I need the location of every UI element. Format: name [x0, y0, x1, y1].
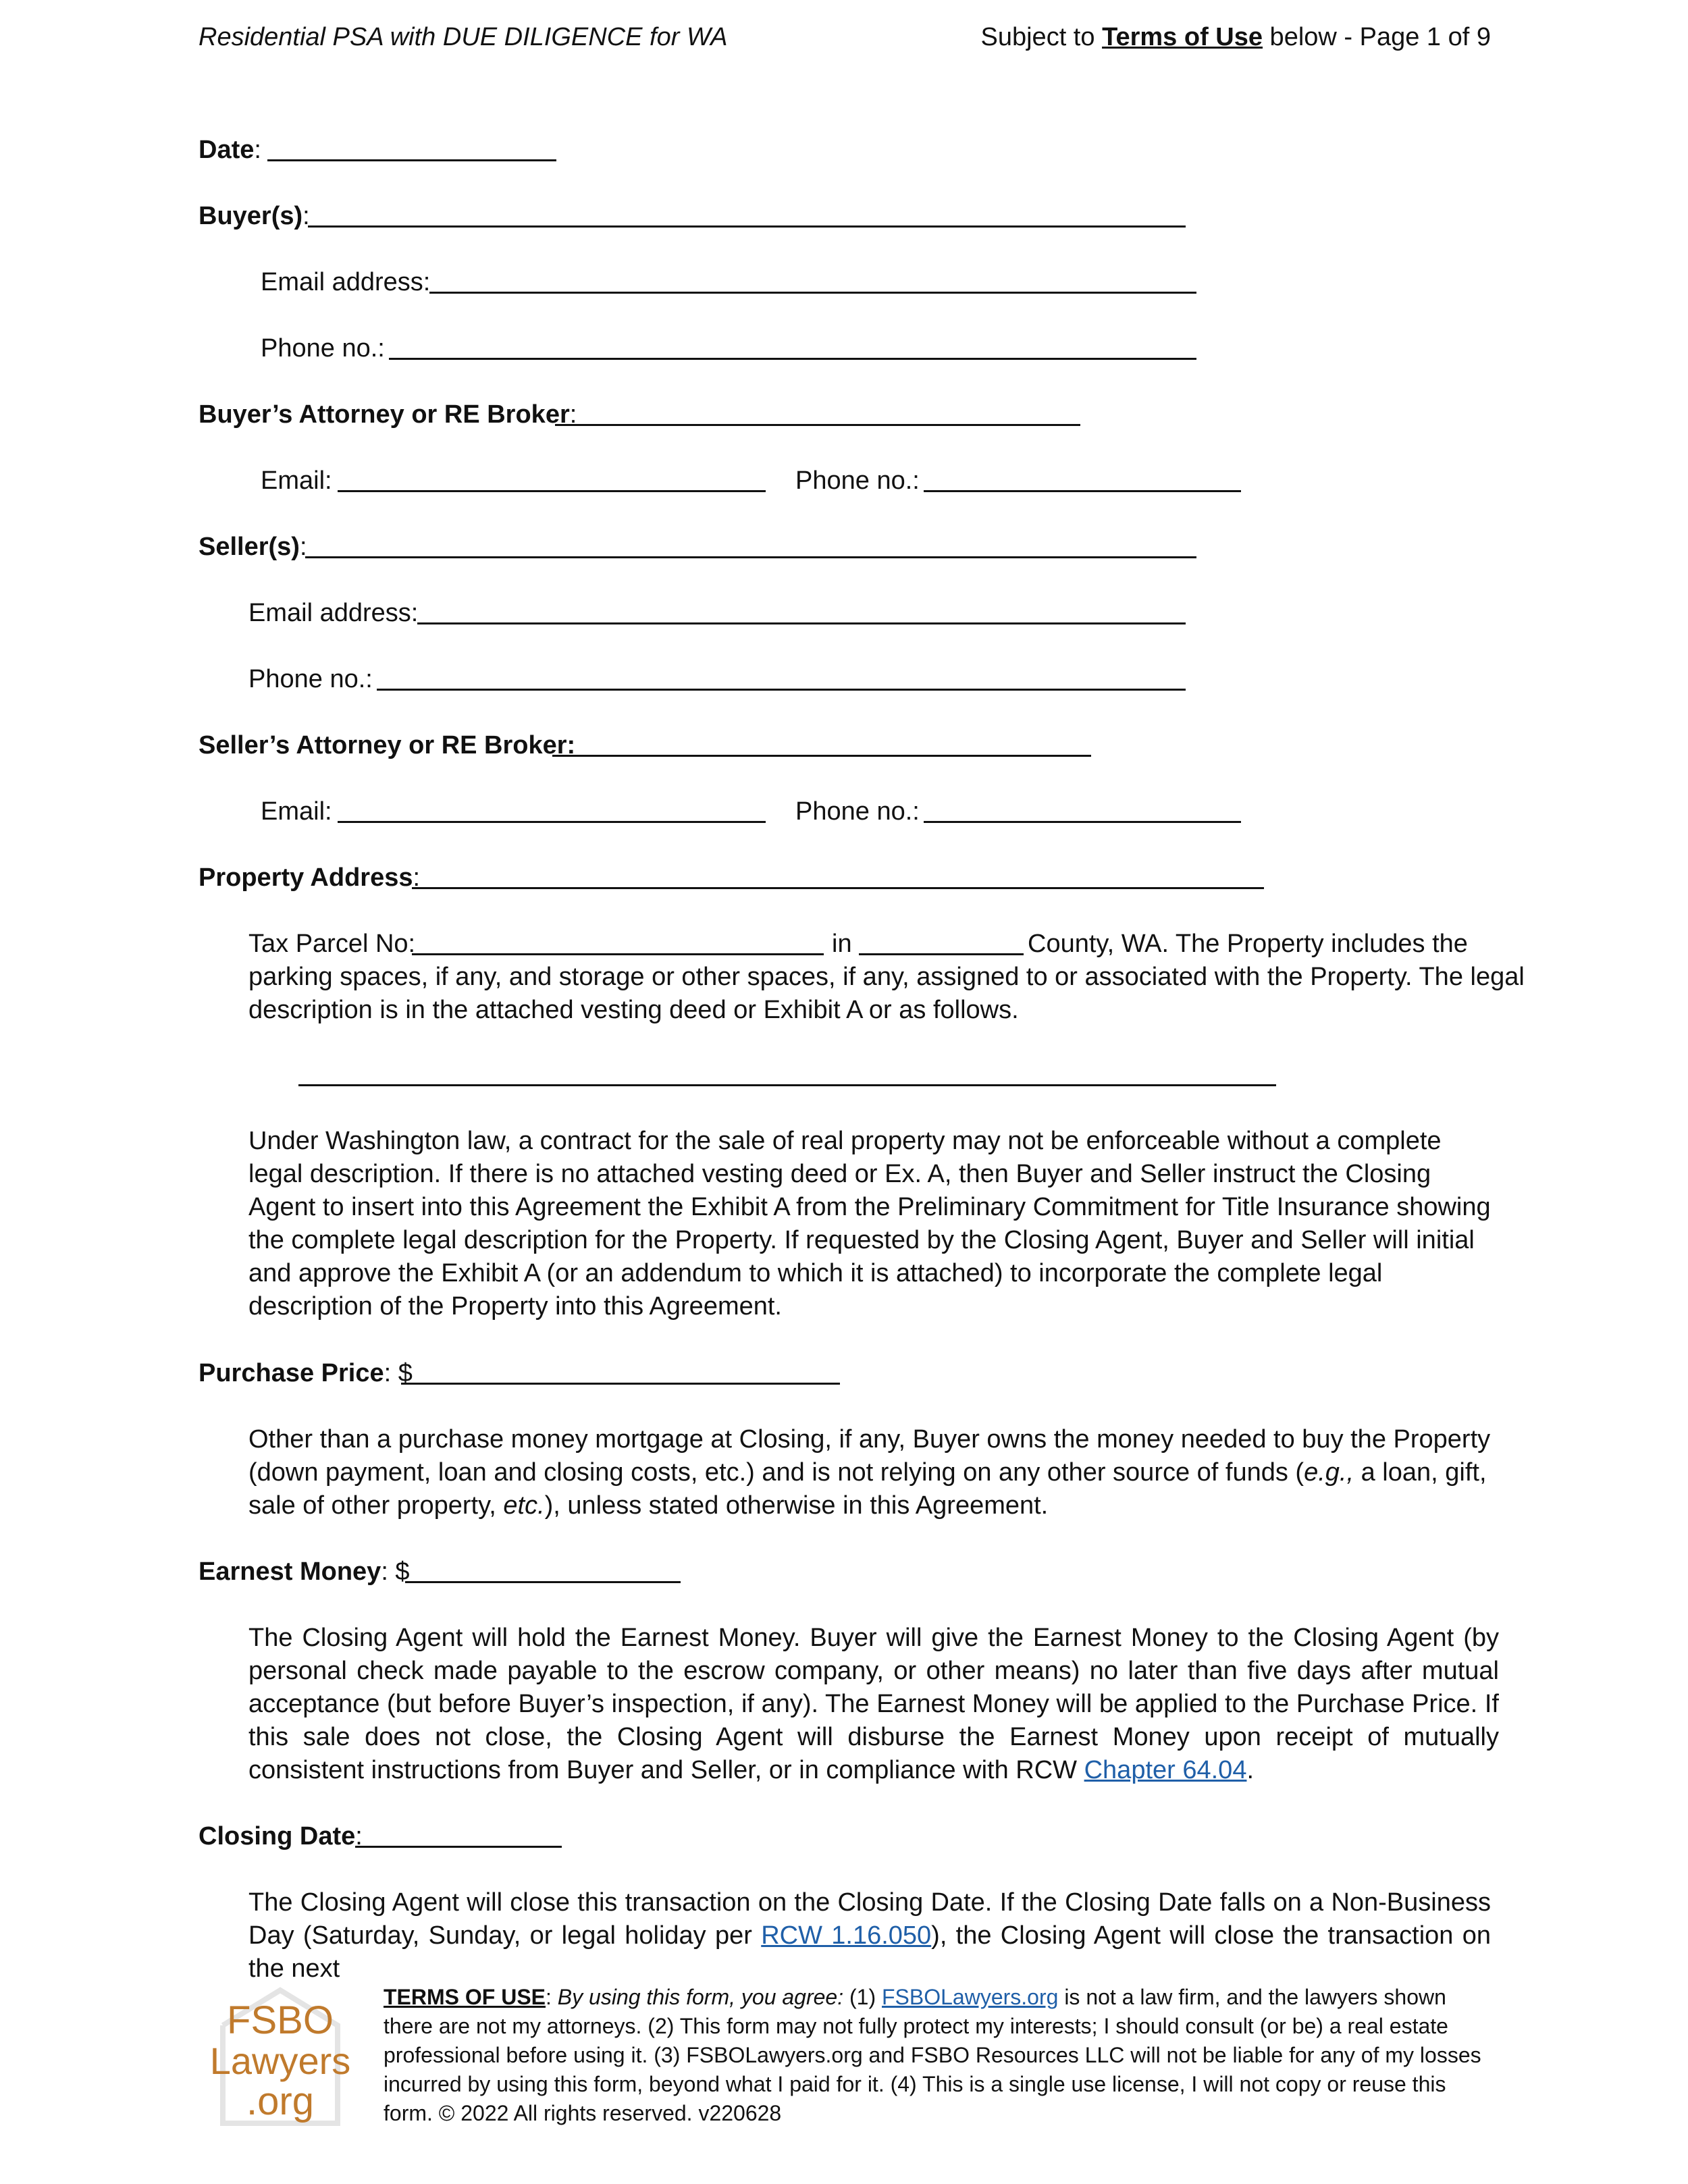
- fsbolawyers-link[interactable]: FSBOLawyers.org: [882, 1985, 1059, 2009]
- tax-parcel-field[interactable]: [412, 953, 824, 955]
- closing-date-paragraph: The Closing Agent will close this transaction on the Closing Date. If the Closing Date falls on a Non-Business Day (Saturday, Sunday, or legal holiday per RCW 1.16.050), the Closing Agent will close the transaction on the next: [248, 1888, 1491, 1983]
- seller-attorney-email-label: Email:: [261, 797, 332, 826]
- date-label: Date:: [199, 136, 261, 164]
- property-address-label: Property Address:: [199, 863, 421, 892]
- buyer-phone-field[interactable]: [389, 358, 1196, 360]
- rcw-1-16-050-link[interactable]: RCW 1.16.050: [761, 1921, 932, 1950]
- buyer-attorney-email-field[interactable]: [338, 490, 766, 492]
- county-text: County, WA. The Property includes the: [1028, 930, 1468, 958]
- buyer-attorney-phone-label: Phone no.:: [795, 467, 920, 495]
- terms-title: TERMS OF USE: [384, 1985, 546, 2009]
- seller-email-label: Email address:: [248, 599, 419, 627]
- terms-of-use-link[interactable]: Terms of Use: [1102, 23, 1263, 51]
- legal-description-field[interactable]: [298, 1084, 1276, 1086]
- buyer-email-field[interactable]: [429, 292, 1196, 294]
- buyer-email-label: Email address:: [261, 268, 431, 296]
- county-field[interactable]: [859, 953, 1024, 955]
- purchase-price-label: Purchase Price: $: [199, 1359, 413, 1387]
- tax-parcel-in: in: [832, 930, 852, 958]
- seller-attorney-label: Seller’s Attorney or RE Broker:: [199, 731, 576, 760]
- tax-parcel-line3: description is in the attached vesting deed or Exhibit A or as follows.: [248, 996, 1019, 1024]
- buyer-phone-label: Phone no.:: [261, 334, 385, 363]
- funds-paragraph: Other than a purchase money mortgage at Closing, if any, Buyer owns the money needed to buy the Property (down payment, loan and closing costs, etc.) and is not relying on any other source of funds (e.g., a loan, gift, sale of other property, etc.), unless stated otherwise in this Agreement.: [248, 1425, 1491, 1520]
- seller-phone-label: Phone no.:: [248, 665, 373, 693]
- logo-line-3: .org: [246, 2079, 314, 2123]
- logo-line-1: FSBO: [227, 1998, 334, 2042]
- closing-date-field[interactable]: [355, 1846, 562, 1848]
- buyer-attorney-phone-field[interactable]: [924, 490, 1241, 492]
- buyer-attorney-label: Buyer’s Attorney or RE Broker:: [199, 400, 577, 429]
- property-address-field[interactable]: [412, 887, 1264, 889]
- seller-attorney-phone-label: Phone no.:: [795, 797, 920, 826]
- closing-date-label: Closing Date:: [199, 1822, 363, 1850]
- buyers-field[interactable]: [308, 225, 1186, 228]
- earnest-money-label: Earnest Money: $: [199, 1557, 410, 1586]
- fsbo-lawyers-logo: [203, 1985, 358, 2127]
- legal-description-paragraph: Under Washington law, a contract for the sale of real property may not be enforceable without a complete legal description. If there is no attached vesting deed or Ex. A, then Buyer and Seller instruct the Closing Agent to insert into this Agreement the Exhibit A from the Preliminary Commitment for Title Insurance showing the complete legal description for the Property. If requested by the Closing Agent, Buyer and Seller will initial and approve the Exhibit A (or an addendum to which it is attached) to incorporate the complete legal description of the Property into this Agreement.: [248, 1127, 1491, 1321]
- earnest-money-paragraph: The Closing Agent will hold the Earnest Money. Buyer will give the Earnest Money to the Closing Agent (by personal check made payable to the escrow company, or other means) no later than five days after mutual acceptance (but before Buyer’s inspection, if any). The Earnest Money will be applied to the Purchase Price. If this sale does not close, the Closing Agent will disburse the Earnest Money upon receipt of mutually consistent instructions from Buyer and Seller, or in compliance with RCW Chapter 64.04.: [248, 1624, 1499, 1784]
- date-field[interactable]: [267, 159, 556, 161]
- seller-attorney-field[interactable]: [552, 755, 1091, 757]
- seller-attorney-phone-field[interactable]: [924, 821, 1241, 823]
- header-title: Residential PSA with DUE DILIGENCE for WA: [199, 23, 728, 51]
- seller-email-field[interactable]: [417, 622, 1186, 624]
- tax-parcel-line2: parking spaces, if any, and storage or other spaces, if any, assigned to or associated with the Property. The legal: [248, 963, 1525, 991]
- tax-parcel-label: Tax Parcel No:: [248, 930, 416, 958]
- seller-phone-field[interactable]: [377, 689, 1186, 691]
- buyers-label: Buyer(s):: [199, 202, 310, 230]
- header-page-info: Subject to Terms of Use below - Page 1 of 9: [980, 23, 1491, 51]
- purchase-price-field[interactable]: [401, 1383, 840, 1385]
- buyer-attorney-email-label: Email:: [261, 467, 332, 495]
- earnest-money-field[interactable]: [405, 1581, 681, 1583]
- logo-line-2: Lawyers: [209, 2040, 351, 2082]
- terms-of-use-block: TERMS OF USE: By using this form, you agree: (1) FSBOLawyers.org is not a law firm, and the lawyers shown there are not my attorneys. (2) This form may not fully protect my interests; I should consult (or be) a real estate professional before using it. (3) FSBOLawyers.org and FSBO Resources LLC will not be liable for any of my losses incurred by using this form, beyond what I paid for it. (4) This is a single use license, I will not copy or reuse this form. © 2022 All rights reserved. v220628: [384, 1985, 1481, 2125]
- chapter-64-04-link[interactable]: Chapter 64.04: [1084, 1756, 1247, 1784]
- seller-attorney-email-field[interactable]: [338, 821, 766, 823]
- sellers-field[interactable]: [305, 556, 1196, 558]
- sellers-label: Seller(s):: [199, 533, 307, 561]
- buyer-attorney-field[interactable]: [555, 424, 1080, 426]
